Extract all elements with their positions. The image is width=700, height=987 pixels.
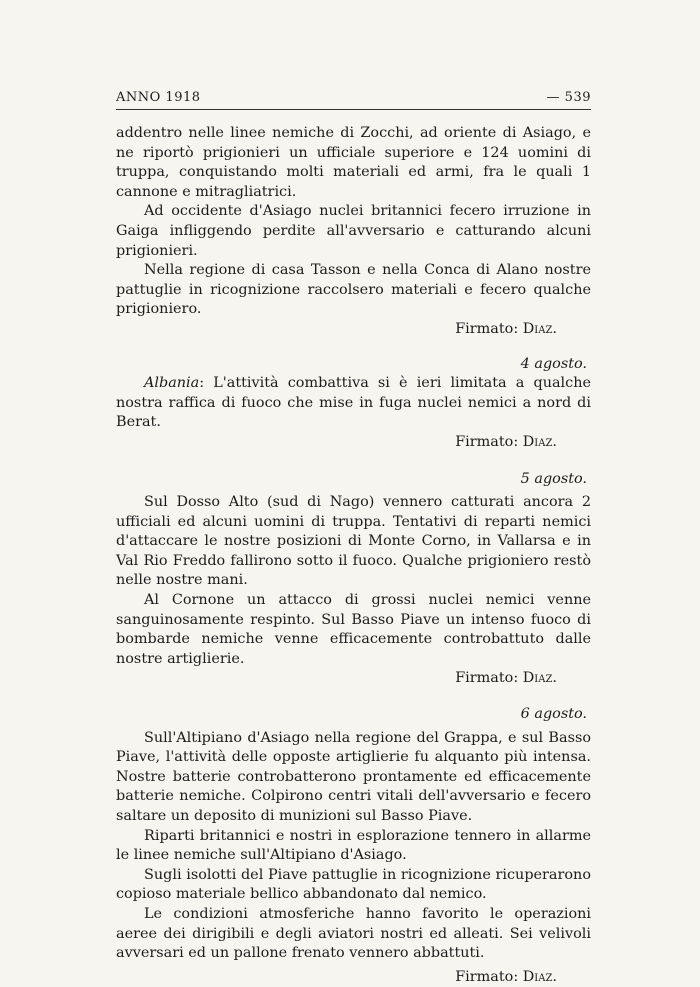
signature-label: Firmato: [455,968,519,985]
header-year: ANNO 1918 [116,90,201,105]
date-heading: 5 agosto. [520,470,587,487]
signature [116,433,591,453]
paragraph: Ad occidente d'Asiago nuclei britannici fecero irruzione in Gaiga infliggendo perdite all'avversario e catturando alcuni prigionieri. [116,203,591,259]
running-header [116,90,591,105]
document-page [116,0,591,985]
paragraph: Le condizioni atmosferiche hanno favorito le operazioni aeree dei dirigibili e degli aviatori nostri ed alleati. Sei velivoli avversari ed un pallone frenato vennero abbattuti. [116,905,591,962]
date-heading: 6 agosto. [520,706,587,723]
paragraph-text: : L'attività combattiva si è ieri limitata a qualche nostra raffica di fuoco che mise in fuga nuclei nemici a nord di Berat. [116,375,591,431]
signature-name: Diaz. [522,433,557,450]
date-heading: 4 agosto. [520,355,587,372]
paragraph: addentro nelle linee nemiche di Zocchi, ad oriente di Asiago, e ne riportò prigionieri un ufficiale superiore e 124 uomini di truppa, conquistando molti materiali ed armi, fra le quali 1 cannone e mitragliatrici. [116,125,591,200]
paragraph: Sull'Altipiano d'Asiago nella regione del Grappa, e sul Basso Piave, l'attività delle opposte artiglierie fu alquanto più intensa. Nostre batterie controbatterono prontamente ed efficacemente batterie nemiche. Colpirono centri vitali dell'avversario e fecero saltare un deposito di munizioni sul Basso Piave. [116,729,591,824]
signature-name: Diaz. [522,320,557,337]
paragraph: Al Cornone un attacco di grossi nuclei nemici venne sanguinosamente respinto. Sul Basso Piave un intenso fuoco di bombarde nemiche venne efficacemente controbattuto dalle nostre artiglierie. [116,592,591,667]
signature-label: Firmato: [455,670,519,687]
document-body [116,124,591,987]
paragraph: Riparti britannici e nostri in esplorazione tennero in allarme le linee nemiche sull'Altipiano d'Asiago. [116,827,591,864]
page-number: — 539 [546,90,591,105]
signature [116,320,591,340]
paragraph: Sugli isolotti del Piave pattuglie in ricognizione ricuperarono copioso materiale bellico abbandonato dal nemico. [116,866,591,903]
paragraph: Sul Dosso Alto (sud di Nago) vennero catturati ancora 2 ufficiali ed alcuni uomini di truppa. Tentativi di reparti nemici d'attaccare le nostre posizioni di Monte Corno, in Vallarsa e in Val Rio Freddo fallirono sotto il fuoco. Qualche prigioniero restò nelle nostre mani. [116,494,591,589]
paragraph: Nella regione di casa Tasson e nella Conca di Alano nostre pattuglie in ricognizione raccolsero materiali e fecero qualche prigioniero. [116,262,591,318]
place-name: Albania [144,375,200,392]
signature-label: Firmato: [455,433,519,450]
paragraph [116,374,591,433]
signature [116,669,591,689]
header-rule [116,109,591,110]
signature-name: Diaz. [522,968,557,985]
signature-name: Diaz. [522,670,557,687]
signature [116,968,591,987]
signature-label: Firmato: [455,320,519,337]
